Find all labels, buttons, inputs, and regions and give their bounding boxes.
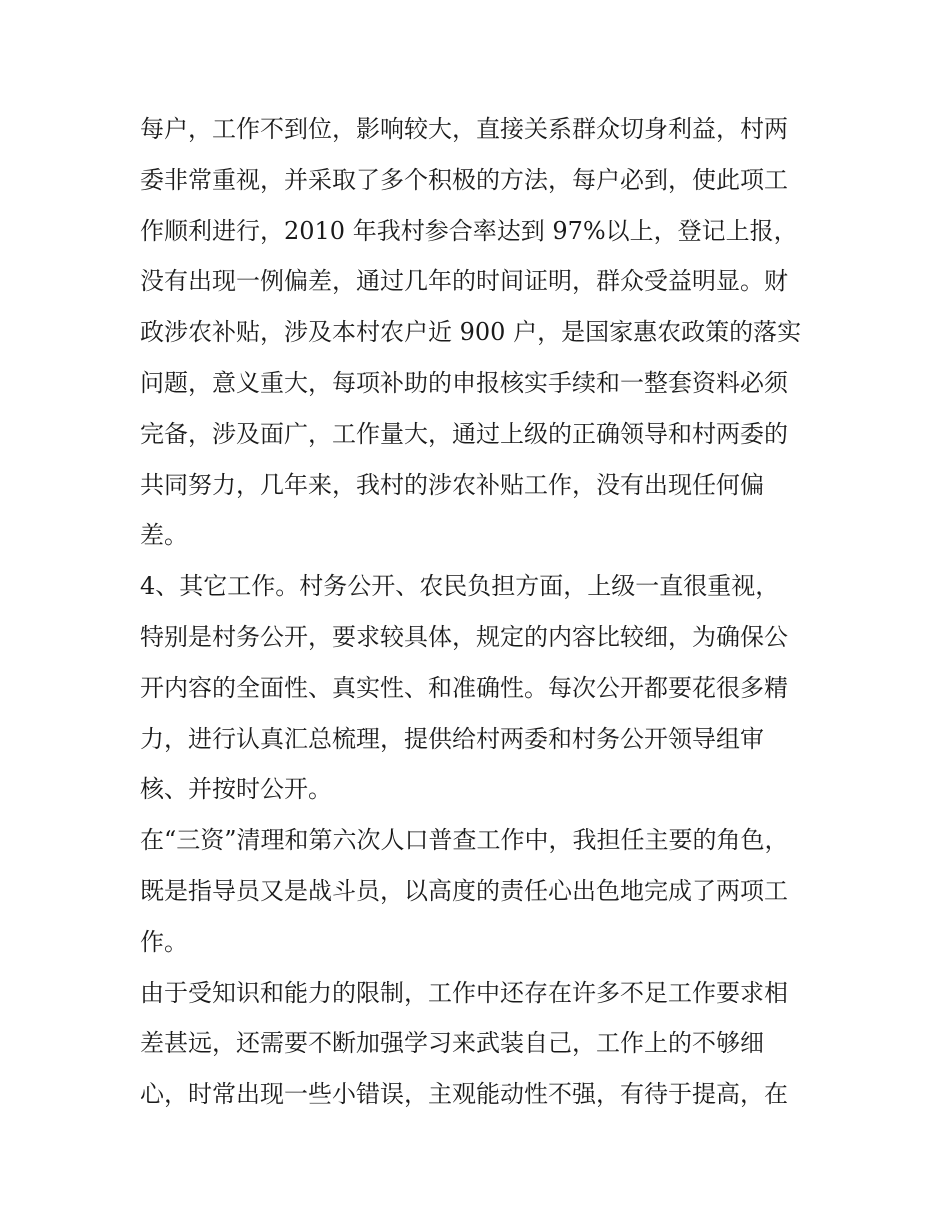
text-line: 4、其它工作。村务公开、农民负担方面，上级一直很重视， — [140, 572, 780, 601]
text-line: 特别是村务公开，要求较具体，规定的内容比较细，为确保公 — [140, 622, 788, 651]
text-line: 作顺利进行，2010 年我村参合率达到 97%以上，登记上报， — [140, 216, 798, 245]
text-line: 完备，涉及面广，工作量大，通过上级的正确领导和村两委的 — [140, 419, 788, 448]
document-body-text — [140, 104, 820, 1120]
text-line: 在“三资”清理和第六次人口普查工作中，我担任主要的角色， — [140, 826, 789, 855]
text-line: 差。 — [140, 521, 188, 550]
text-line: 核、并按时公开。 — [140, 775, 332, 804]
text-line: 差甚远，还需要不断加强学习来武装自己，工作上的不够细 — [140, 1029, 764, 1058]
text-line: 心，时常出现一些小错误，主观能动性不强，有待于提高，在 — [140, 1080, 788, 1109]
text-line: 问题，意义重大，每项补助的申报核实手续和一整套资料必须 — [140, 368, 788, 397]
text-line: 共同努力，几年来，我村的涉农补贴工作，没有出现任何偏 — [140, 470, 764, 499]
text-line: 委非常重视，并采取了多个积极的方法，每户必到，使此项工 — [140, 165, 788, 194]
text-line: 政涉农补贴，涉及本村农户近 900 户，是国家惠农政策的落实 — [140, 318, 802, 347]
text-line: 每户，工作不到位，影响较大，直接关系群众切身利益，村两 — [140, 115, 788, 143]
text-line: 开内容的全面性、真实性、和准确性。每次公开都要花很多精 — [140, 673, 788, 702]
text-line: 既是指导员又是战斗员，以高度的责任心出色地完成了两项工 — [140, 876, 788, 905]
text-line: 作。 — [140, 927, 188, 956]
text-line: 力，进行认真汇总梳理，提供给村两委和村务公开领导组审 — [140, 724, 764, 753]
text-line: 由于受知识和能力的限制，工作中还存在许多不足工作要求相 — [140, 978, 788, 1007]
text-line: 没有出现一例偏差，通过几年的时间证明，群众受益明显。财 — [140, 267, 788, 296]
